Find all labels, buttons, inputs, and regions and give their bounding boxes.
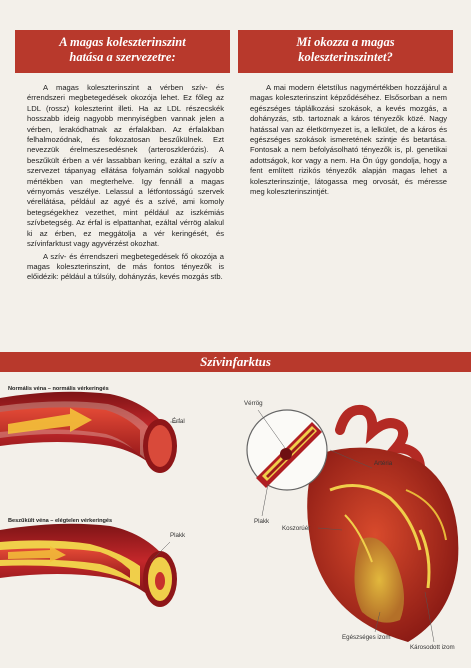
right-body	[238, 83, 453, 197]
healthy-muscle-label: Egészséges izom	[342, 634, 391, 641]
vessel-wall-label: Érfal	[172, 418, 185, 425]
left-banner	[15, 30, 230, 73]
magnified-artery	[247, 410, 327, 490]
left-title-line2: hatása a szervezetre:	[69, 50, 176, 64]
left-paragraph-2: A szív- és érrendszeri megbetegedések fő okozója a magas koleszterinszint, de más fontos tényezők is előidézik: például a túlsúly, dohányzás, kevés mozgás stb.	[27, 251, 224, 282]
narrowed-vessel-caption: Beszűkült véna – elégtelen vérkeringés	[8, 518, 113, 524]
heart-illustration	[307, 410, 458, 642]
left-column	[15, 30, 230, 285]
narrowed-vessel	[0, 524, 177, 607]
normal-vessel	[0, 392, 177, 473]
right-column	[238, 30, 453, 199]
right-title-line1: Mi okozza a magas	[296, 35, 395, 49]
left-body	[15, 83, 230, 283]
clot-label: Vérrög	[244, 400, 263, 407]
section-title: Szívinfarktus	[200, 354, 271, 369]
illustration-area	[0, 380, 471, 663]
clot-icon	[280, 448, 292, 460]
coronary-label: Koszorúér	[282, 525, 311, 532]
artery-label: Artéria	[374, 460, 393, 467]
right-title-line2: koleszterinszintet?	[298, 50, 393, 64]
left-paragraph-1: A magas koleszterinszint a vérben szív- és érrendszeri megbetegedések okozója lehet. Ez főleg az LDL (rossz) koleszterint illeti. Ha az LDL részecskék hosszabb ideig nagyobb mennyiségben vannak jelen a vérben, lerakódhatnak az érfalakban. Az érfalakban felhalmozódnak, és fokozatosan beszűkülnek. Ezt nevezzük érelmeszesedésnek (arteroszklerózis). A beszűkült érben a vér lassabban kering, ezáltal a szív a szervezet tápanyag ellátása folyamán sokkal nagyobb mértékben van megterhelve. Igy fennáll a magas vérnyomás veszélye. Lelassul a létfontosságú szervek vérellátása, például az agyé és a szívé, ami komoly betegségekhez vezethet, mint például az iszkémiás szívbetegség. Az érfal is elpattanhat, ezáltal vérrög alakul ki az érben, ez meggátolja a vér keringését, és szívinfarktust vagy agyvérzést okozhat.	[27, 83, 224, 249]
right-paragraph-1: A mai modern életstílus nagymértékben hozzájárul a magas koleszterinszint képződéséhez. Elsősorban a nem egészséges táplálkozási szokások, a kevés mozgás, a dohányzás, stb. tartoznak a káros tényezők közé. Nagy hatással van az életkörnyezet is, a lelkület, de a káros és egészséges szokások ismeretének szintje és betartása. Fontosak a nem befolyásolható tényezők is, pl. genetikai adottságok, kor vagy a nem. Ha Ön úgy gondolja, hogy a fent említett rizikós tényezők alapján magas lehet a koleszterinszintje, látogassa meg orvosát, és méresse meg koleszterinszintjét.	[250, 83, 447, 197]
heart-plaque-label: Plakk	[254, 518, 270, 525]
damaged-muscle-label: Károsodott izom	[410, 644, 455, 651]
left-title-line1: A magas koleszterinszint	[59, 35, 186, 49]
normal-vessel-caption: Normális véna – normális vérkeringés	[8, 386, 109, 392]
section-banner	[0, 352, 471, 372]
right-banner	[238, 30, 453, 73]
plaque-label: Plakk	[170, 532, 186, 539]
